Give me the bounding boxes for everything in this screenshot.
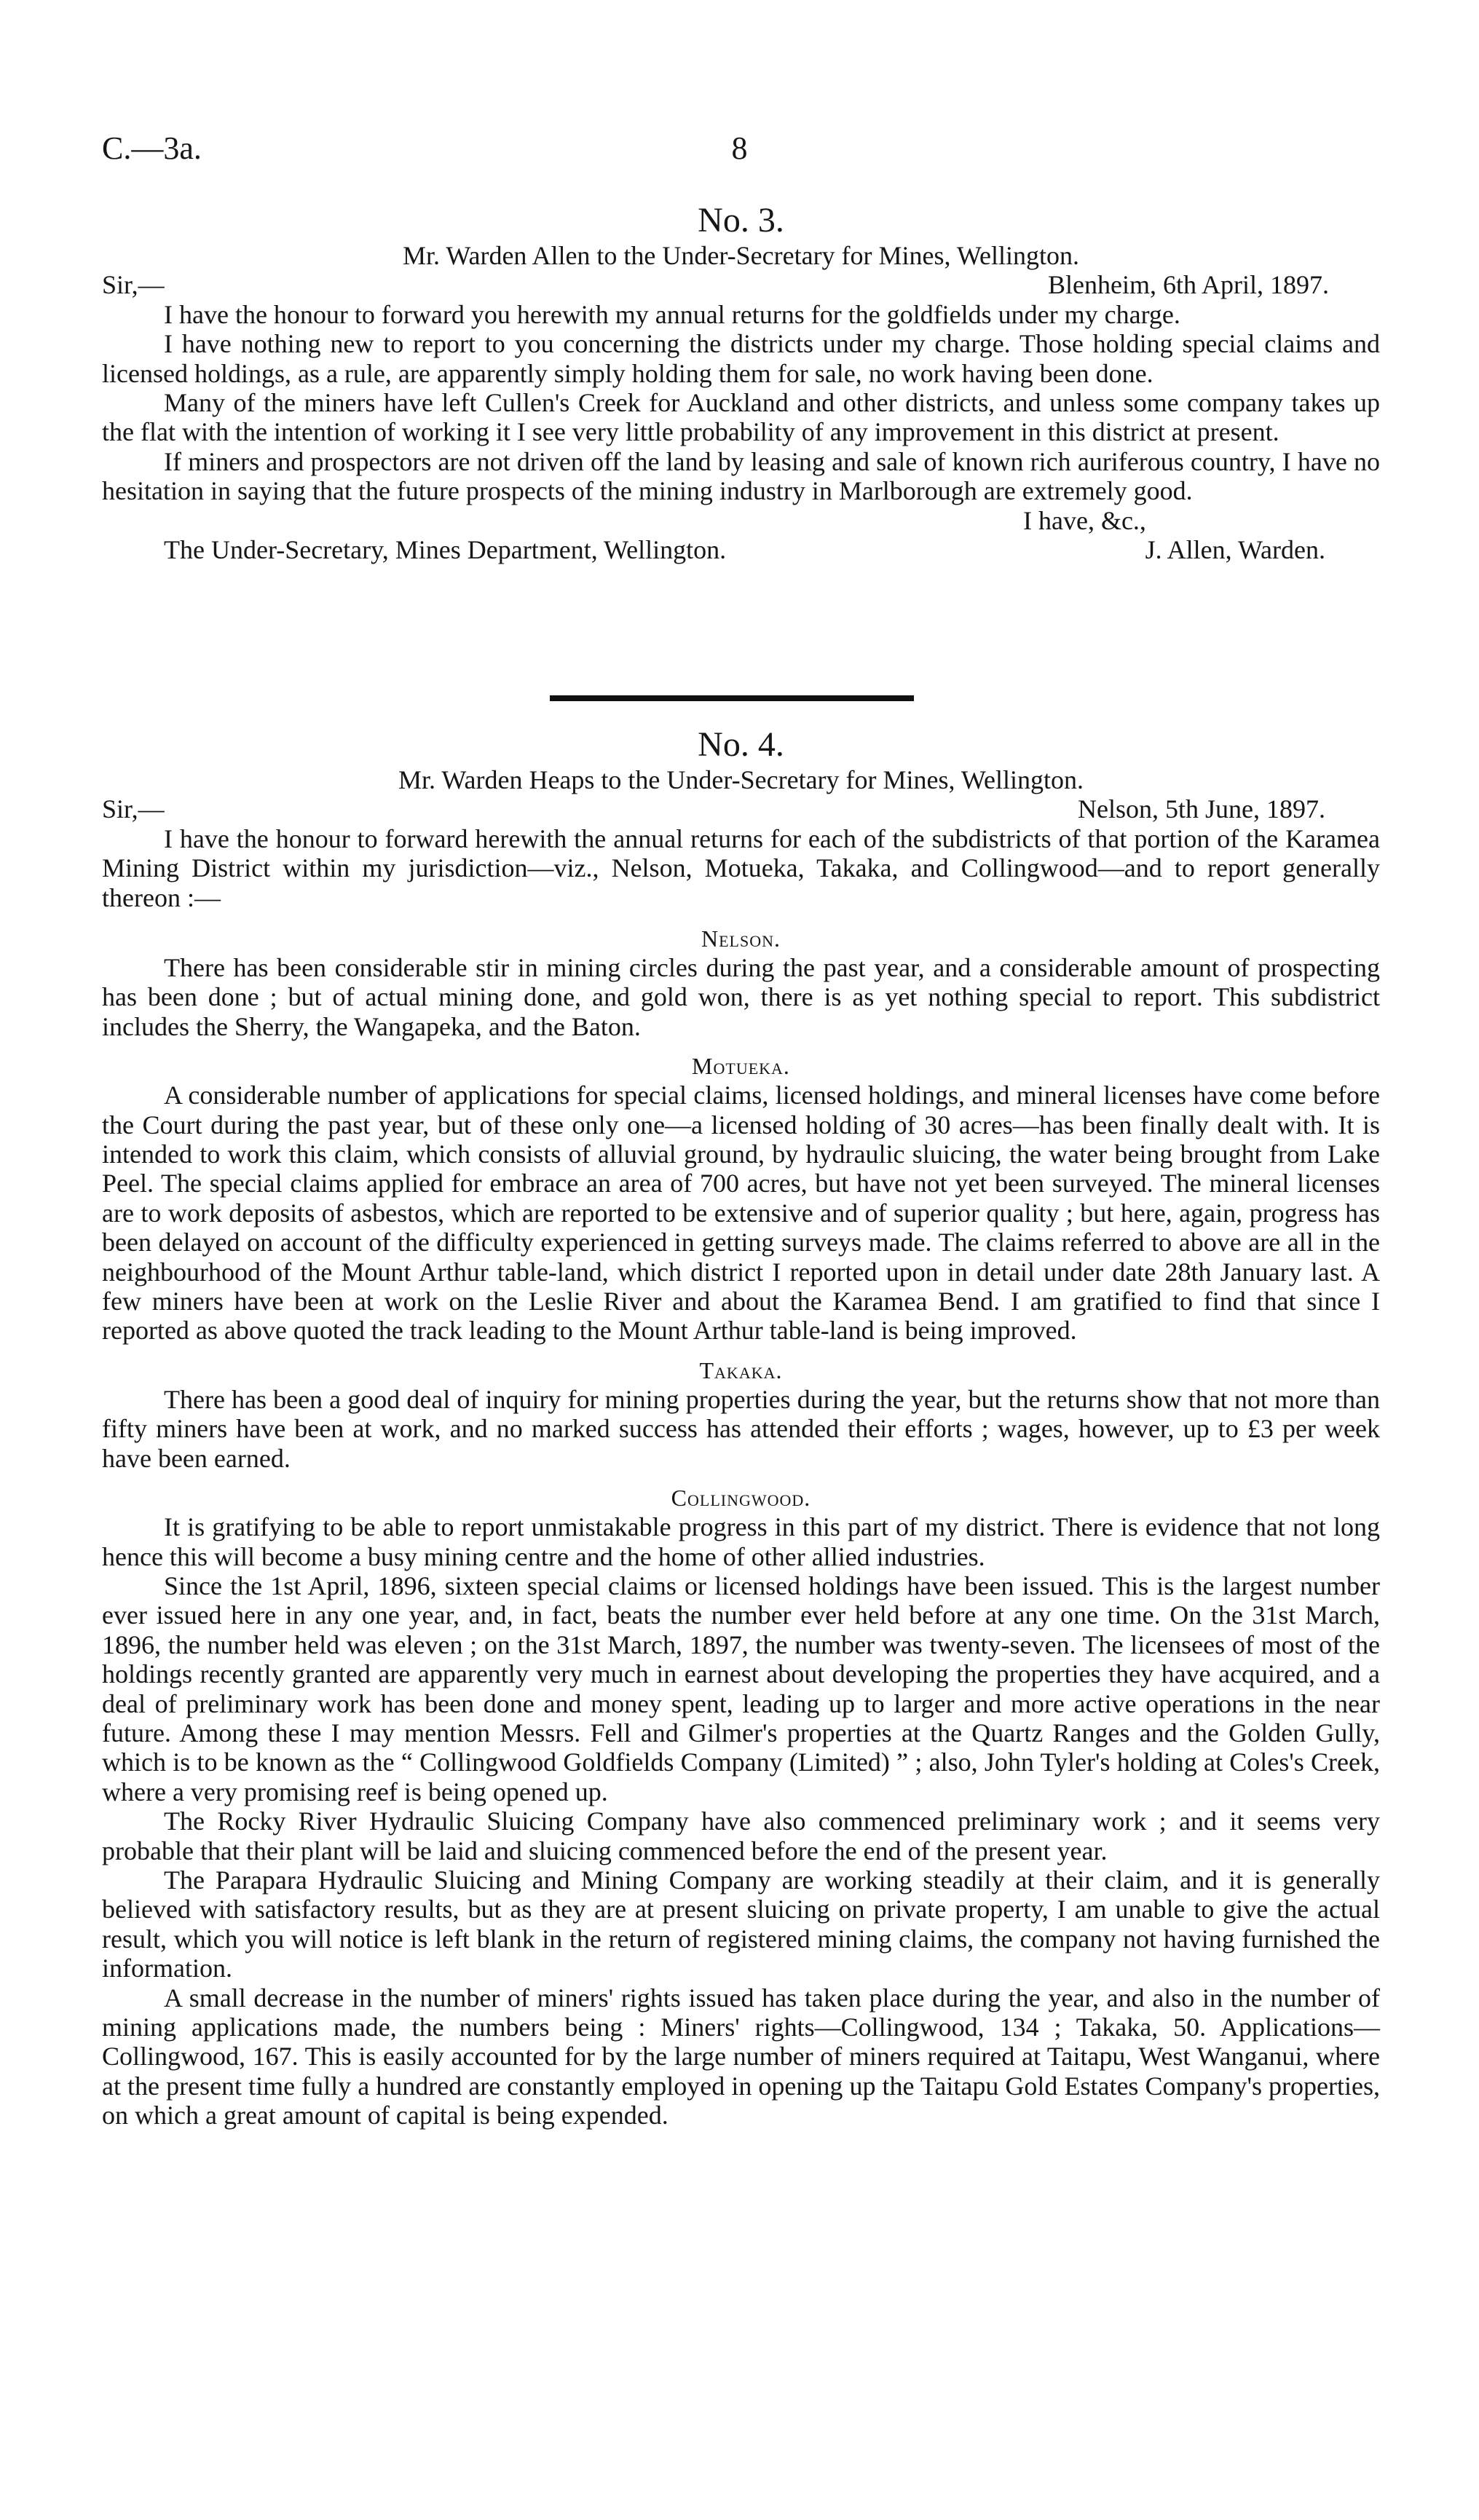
- page-number: 8: [731, 130, 748, 166]
- collingwood-paragraph: The Rocky River Hydraulic Sluicing Company have also commenced preliminary work ; and it seems very probable that their plant will be laid and sluicing commenced before the end of the present year.: [102, 1806, 1380, 1865]
- takaka-paragraph: There has been a good deal of inquiry for mining properties during the year, but the returns show that not more than fifty miners have been at work, and no marked success has attended their efforts ; wages, however, up to £3 per week have been earned.: [102, 1384, 1380, 1473]
- letter-3-signature: J. Allen, Warden.: [1145, 535, 1325, 565]
- letter-3-salutation: Sir,—: [102, 270, 165, 300]
- letter-3-number: No. 3.: [698, 201, 784, 240]
- letter-4-salutation: Sir,—: [102, 794, 165, 824]
- letter-4-intro: I have the honour to forward herewith the annual returns for each of the subdistricts of that portion of the Karamea Mining District within my jurisdiction—viz., Nelson, Motueka, Takaka, and Collingwood—and to report generally thereon :—: [102, 823, 1380, 912]
- section-heading-nelson: Nelson.: [701, 925, 781, 952]
- letter-4-place-date: Nelson, 5th June, 1897.: [1078, 794, 1325, 824]
- nelson-paragraph: There has been considerable stir in mining circles during the past year, and a considerable amount of prospecting has been done ; but of actual mining done, and gold won, there is as yet nothing special to report. This subdistrict includes the Sherry, the Wangapeka, and the Baton.: [102, 953, 1380, 1041]
- letter-3-place-date: Blenheim, 6th April, 1897.: [1048, 270, 1329, 300]
- letter-4: [102, 724, 1380, 2130]
- letter-3-signature-row: [102, 535, 1380, 564]
- document-reference: C.—3a.: [102, 130, 202, 166]
- letter-3-paragraph: Many of the miners have left Cullen's Creek for Auckland and other districts, and unless some company takes up the flat with the intention of working it I see very little probability of any improvement in this district at present.: [102, 388, 1380, 447]
- collingwood-paragraph: Since the 1st April, 1896, sixteen special claims or licensed holdings have been issued. This is the largest number ever issued here in any one year, and, in fact, beats the number ever held before at any one time. On the 31st March, 1896, the number held was eleven ; on the 31st March, 1897, the number was twenty-seven. The licensees of most of the holdings recently granted are apparently very much in earnest about developing the properties they have acquired, and a deal of preliminary work has been done and money spent, leading up to larger and more active operations in the near future. Among these I may mention Messrs. Fell and Gilmer's properties at the Quartz Ranges and the Golden Gully, which is to be known as the “ Collingwood Goldfields Company (Limited) ” ; also, John Tyler's holding at Coles's Creek, where a very promising reef is being opened up.: [102, 1571, 1380, 1806]
- section-heading-takaka: Takaka.: [699, 1356, 783, 1383]
- letter-3-paragraph: If miners and prospectors are not driven off the land by leasing and sale of known rich auriferous country, I have no hesitation in saying that the future prospects of the mining industry in Marlborough are extremely good.: [102, 446, 1380, 506]
- letter-4-address-line: Mr. Warden Heaps to the Under-Secretary for Mines, Wellington.: [398, 765, 1084, 794]
- collingwood-paragraph: A small decrease in the number of miners' rights issued has taken place during the year, and also in the number of mining applications made, the numbers being : Miners' rights—Collingwood, 134 ; Takaka, 50. Applications—Collingwood, 167. This is easily accounted for by the large number of miners required at Taitapu, West Wanganui, where at the present time fully a hundred are constantly employed in opening up the Taitapu Gold Estates Company's properties, on which a great amount of capital is being expended.: [102, 1983, 1380, 2130]
- collingwood-paragraph: It is gratifying to be able to report unmistakable progress in this part of my district. There is evidence that not long hence this will become a busy mining centre and the home of other allied industries.: [102, 1512, 1380, 1571]
- letter-3-closing: I have, &c.,: [1023, 505, 1146, 535]
- letter-4-salutation-row: [102, 794, 1380, 823]
- section-divider: [550, 695, 914, 701]
- section-heading-collingwood: Collingwood.: [671, 1485, 811, 1512]
- motueka-paragraph: A considerable number of applications for special claims, licensed holdings, and mineral licenses have come before the Court during the past year, but of these only one—a licensed holding of 30 acres—has been finally dealt with. It is intended to work this claim, which consists of alluvial ground, by hydraulic sluicing, the water being brought from Lake Peel. The special claims applied for embrace an area of 700 acres, but have not yet been surveyed. The mineral licenses are to work deposits of asbestos, which are reported to be extensive and of superior quality ; but here, again, progress has been delayed on account of the difficulty experienced in getting surveys made. The claims referred to above are all in the neighbourhood of the Mount Arthur table-land, which district I reported upon in detail under date 28th January last. A few miners have been at work on the Leslie River and about the Karamea Bend. I am gratified to find that since I reported as above quoted the track leading to the Mount Arthur table-land is being improved.: [102, 1081, 1380, 1346]
- letter-3-addressee: The Under-Secretary, Mines Department, Wellington.: [164, 535, 727, 565]
- letter-3-paragraph: I have the honour to forward you herewith my annual returns for the goldfields under my charge.: [164, 299, 1180, 329]
- letter-3-salutation-row: [102, 270, 1380, 299]
- letter-3-paragraph: I have nothing new to report to you concerning the districts under my charge. Those holding special claims and licensed holdings, as a rule, are apparently simply holding them for sale, no work having been done.: [102, 329, 1380, 388]
- collingwood-paragraph: The Parapara Hydraulic Sluicing and Mining Company are working steadily at their claim, and it is generally believed with satisfactory results, but as they are at present sluicing on private property, I am unable to give the actual result, which you will notice is left blank in the return of registered mining claims, the company not having furnished the information.: [102, 1865, 1380, 1983]
- letter-3-closing-row: [102, 506, 1380, 535]
- letter-4-number: No. 4.: [698, 725, 784, 764]
- section-heading-motueka: Motueka.: [692, 1053, 790, 1080]
- letter-3-address-line: Mr. Warden Allen to the Under-Secretary for Mines, Wellington.: [403, 241, 1079, 270]
- page-header: [102, 130, 1377, 173]
- letter-3: [102, 200, 1380, 564]
